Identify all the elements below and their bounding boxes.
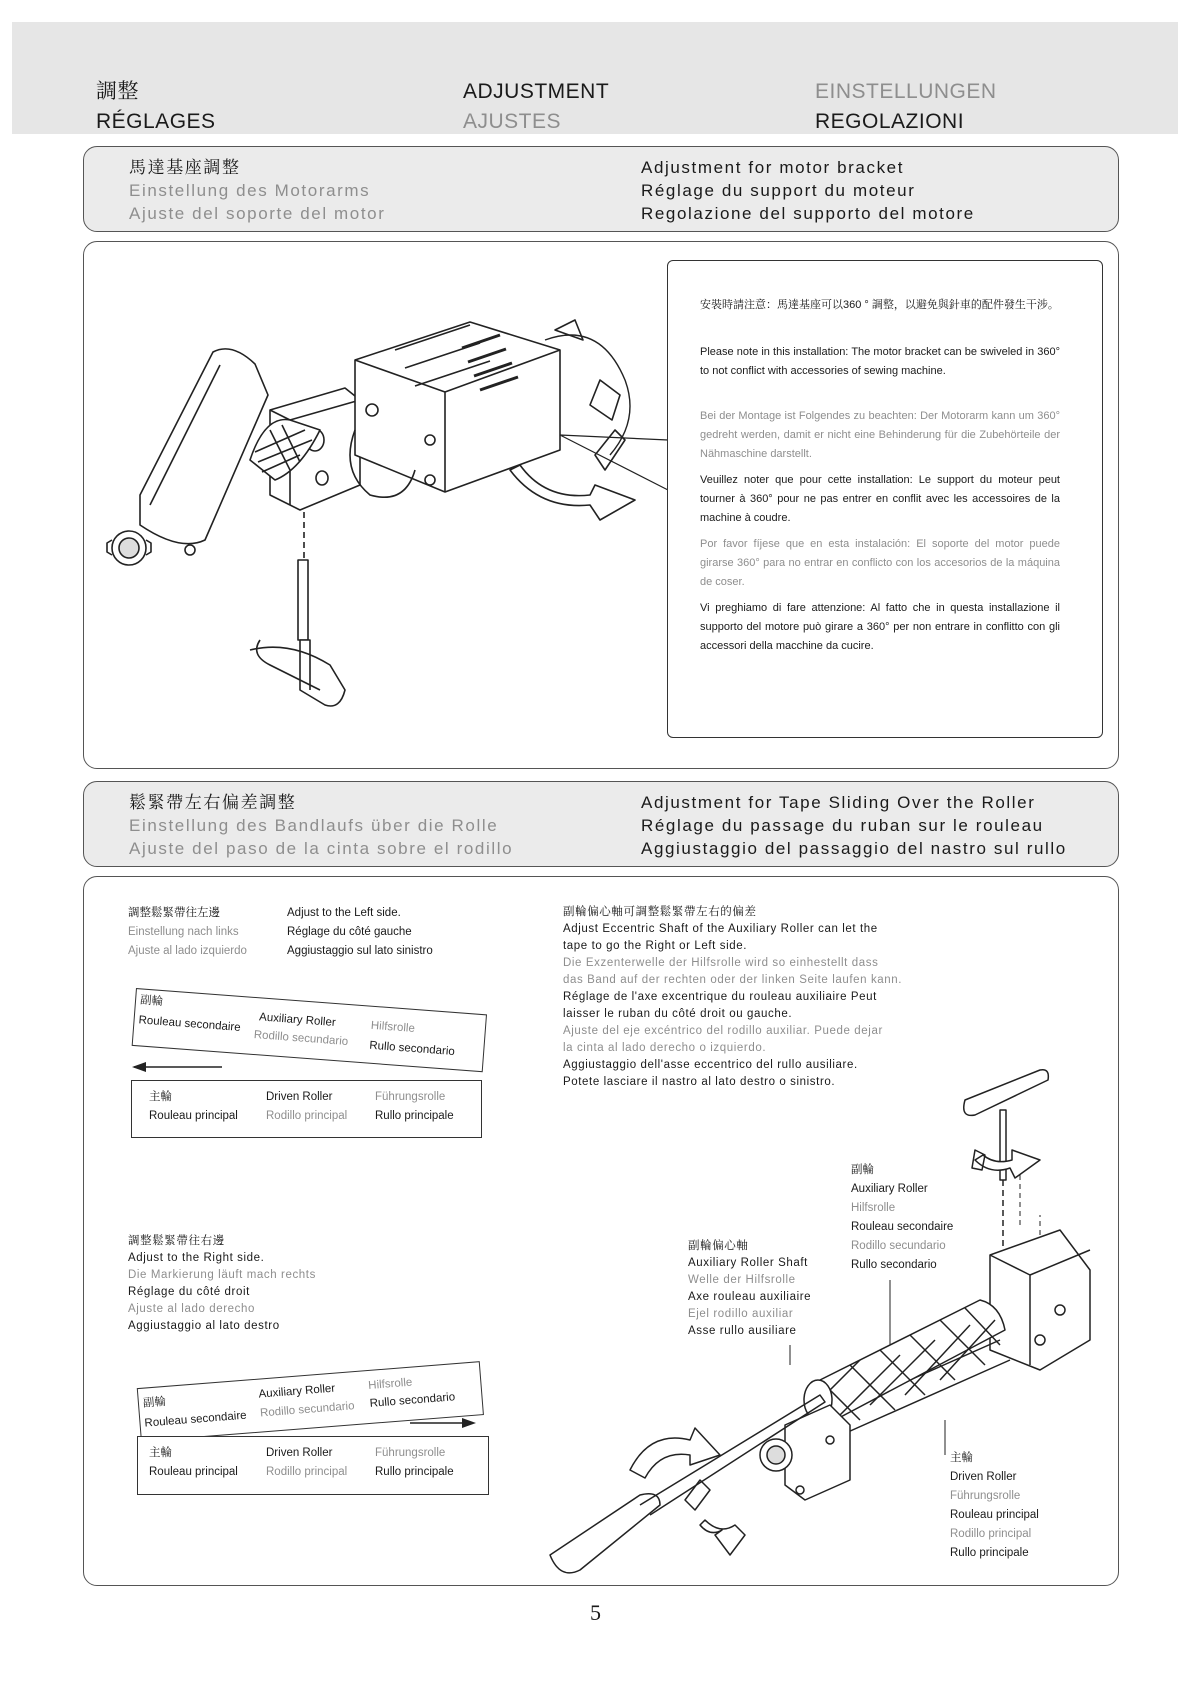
left-aux-de: Hilfsrolle xyxy=(370,1019,416,1036)
header-title-zh: 調整 xyxy=(96,80,139,103)
right-driven-es: Rodillo principal xyxy=(266,1466,348,1478)
header-title-fr: RÉGLAGES xyxy=(96,110,216,133)
assembly-aux-en: Auxiliary Roller xyxy=(851,1183,928,1195)
assembly-aux-it: Rullo secondario xyxy=(851,1259,937,1271)
assembly-driven-fr: Rouleau principal xyxy=(950,1509,1039,1521)
header-title-it: REGOLAZIONI xyxy=(815,110,965,133)
eccentric-it2: Potete lasciare il nastro al lato destro o sinistro. xyxy=(563,1076,836,1088)
note-fr: Veuillez noter que pour cette installation: Le support du moteur peut tourner à 360° pour ne pas entrer en conflit avec les accessoires de la machine à coudre. xyxy=(700,474,1060,524)
assembly-driven-zh: 主輪 xyxy=(950,1452,973,1464)
eccentric-fr2: laisser le ruban du côté droit ou gauche. xyxy=(563,1008,793,1020)
left-driven-es: Rodillo principal xyxy=(266,1110,348,1122)
shaft-label-de: Welle der Hilfsrolle xyxy=(688,1274,796,1286)
section2-title-en: Adjustment for Tape Sliding Over the Roller xyxy=(641,793,1036,812)
left-aux-it: Rullo secondario xyxy=(368,1039,456,1059)
header-title-en: ADJUSTMENT xyxy=(463,80,610,103)
left-aux-zh: 副輪 xyxy=(139,994,164,1009)
eccentric-es1: Ajuste del eje excéntrico del rodillo auxiliar. Puede dejar xyxy=(563,1025,883,1037)
right-driven-fr: Rouleau principal xyxy=(149,1466,238,1478)
shaft-label-en: Auxiliary Roller Shaft xyxy=(688,1257,808,1269)
eccentric-fr1: Réglage de l'axe excentrique du rouleau auxiliaire Peut xyxy=(563,991,877,1003)
left-adjust-zh: 調整鬆緊帶往左邊 xyxy=(128,907,220,919)
right-adjust-es: Ajuste al lado derecho xyxy=(128,1303,255,1315)
assembly-driven-de: Führungsrolle xyxy=(950,1490,1021,1502)
note-zh: 安裝時請注意：馬達基座可以360 ° 調整，以避免與針車的配件發生干涉。 xyxy=(700,299,1059,311)
right-aux-it: Rullo secondario xyxy=(369,1391,456,1410)
eccentric-es2: la cinta al lado derecho o izquierdo. xyxy=(563,1042,767,1054)
left-aux-fr: Rouleau secondaire xyxy=(138,1014,242,1034)
left-driven-en: Driven Roller xyxy=(266,1091,333,1103)
section1-title-zh: 馬達基座調整 xyxy=(129,158,241,177)
left-driven-fr: Rouleau principal xyxy=(149,1110,238,1122)
assembly-aux-de: Hilfsrolle xyxy=(851,1202,896,1214)
note-it: Vi preghiamo di fare attenzione: Al fatto che in questa installazione il supporto del motore può girare a 360° per non entrare in conflitto con gli accessori della macchine da cucire. xyxy=(700,602,1060,652)
section2-title-it: Aggiustaggio del passaggio del nastro sul rullo xyxy=(641,839,1067,858)
section1-title-it: Regolazione del supporto del motore xyxy=(641,204,975,223)
right-aux-de: Hilfsrolle xyxy=(367,1376,413,1392)
left-adjust-en: Adjust to the Left side. xyxy=(287,907,401,919)
header-title-es: AJUSTES xyxy=(463,110,562,133)
section1-title-en: Adjustment for motor bracket xyxy=(641,158,905,177)
shaft-label-es: Ejel rodillo auxiliar xyxy=(688,1308,794,1320)
section2-title-de: Einstellung des Bandlaufs über die Rolle xyxy=(129,816,499,835)
right-adjust-fr: Réglage du côté droit xyxy=(128,1286,250,1298)
shaft-label-fr: Axe rouleau auxiliaire xyxy=(688,1291,812,1303)
section2-title-fr: Réglage du passage du ruban sur le rouleau xyxy=(641,816,1044,835)
assembly-driven-es: Rodillo principal xyxy=(950,1528,1032,1540)
left-adjust-de: Einstellung nach links xyxy=(128,926,239,938)
right-driven-de: Führungsrolle xyxy=(375,1447,446,1459)
left-driven-zh: 主輪 xyxy=(149,1091,172,1103)
note-en: Please note in this installation: The motor bracket can be swiveled in 360° to not conflict with accessories of sewing machine. xyxy=(700,346,1060,377)
eccentric-en2: tape to go the Right or Left side. xyxy=(563,940,748,952)
shaft-label-it: Asse rullo ausiliare xyxy=(688,1325,797,1337)
right-driven-it: Rullo principale xyxy=(375,1466,454,1478)
left-aux-en: Auxiliary Roller xyxy=(258,1011,337,1030)
left-adjust-es: Ajuste al lado izquierdo xyxy=(128,945,247,957)
assembly-aux-zh: 副輪 xyxy=(851,1164,874,1176)
right-driven-en: Driven Roller xyxy=(266,1447,333,1459)
right-aux-fr: Rouleau secondaire xyxy=(144,1409,248,1430)
right-adjust-de: Die Markierung läuft mach rechts xyxy=(128,1269,316,1281)
section2-title-zh: 鬆緊帶左右偏差調整 xyxy=(129,793,297,812)
shaft-label-zh: 副輪偏心軸 xyxy=(688,1240,749,1252)
eccentric-it1: Aggiustaggio dell'asse eccentrico del rullo ausiliare. xyxy=(563,1059,858,1071)
assembly-aux-fr: Rouleau secondaire xyxy=(851,1221,954,1233)
section1-title-es: Ajuste del soporte del motor xyxy=(129,204,386,223)
eccentric-en1: Adjust Eccentric Shaft of the Auxiliary Roller can let the xyxy=(563,923,878,935)
left-driven-de: Führungsrolle xyxy=(375,1091,446,1103)
eccentric-de1: Die Exzenterwelle der Hilfsrolle wird so einhestellt dass xyxy=(563,957,879,969)
left-adjust-it: Aggiustaggio sul lato sinistro xyxy=(287,945,433,957)
assembly-driven-it: Rullo principale xyxy=(950,1547,1029,1559)
eccentric-de2: das Band auf der rechten oder der linken Seite laufen kann. xyxy=(563,974,903,986)
assembly-driven-en: Driven Roller xyxy=(950,1471,1017,1483)
note-es: Por favor fíjese que en esta instalación: El soporte del motor puede girarse 360° para no entrar en conflicto con los accesorios de la máquina de coser. xyxy=(700,538,1060,588)
eccentric-zh: 副輪偏心軸可調整鬆緊帶左右的偏差 xyxy=(563,906,757,918)
right-aux-en: Auxiliary Roller xyxy=(258,1382,336,1401)
left-adjust-fr: Réglage du côté gauche xyxy=(287,926,412,938)
section1-title-fr: Réglage du support du moteur xyxy=(641,181,916,200)
section1-title-de: Einstellung des Motorarms xyxy=(129,181,371,200)
left-driven-it: Rullo principale xyxy=(375,1110,454,1122)
page-number: 5 xyxy=(590,1600,601,1625)
right-aux-zh: 副輪 xyxy=(142,1395,167,1410)
left-aux-es: Rodillo secundario xyxy=(253,1028,349,1049)
section2-title-es: Ajuste del paso de la cinta sobre el rodillo xyxy=(129,839,514,858)
right-adjust-en: Adjust to the Right side. xyxy=(128,1252,265,1264)
right-aux-es: Rodillo secundario xyxy=(259,1400,355,1420)
assembly-aux-es: Rodillo secundario xyxy=(851,1240,946,1252)
header-title-de: EINSTELLUNGEN xyxy=(815,80,997,103)
right-adjust-zh: 調整鬆緊帶往右邊 xyxy=(128,1235,225,1247)
right-adjust-it: Aggiustaggio al lato destro xyxy=(128,1320,280,1332)
note-de: Bei der Montage ist Folgendes zu beachten: Der Motorarm kann um 360° gedreht werden, damit er nicht eine Behinderung für die Zubehörteile der Nähmaschine darstellt. xyxy=(700,410,1060,460)
right-driven-zh: 主輪 xyxy=(149,1447,172,1459)
